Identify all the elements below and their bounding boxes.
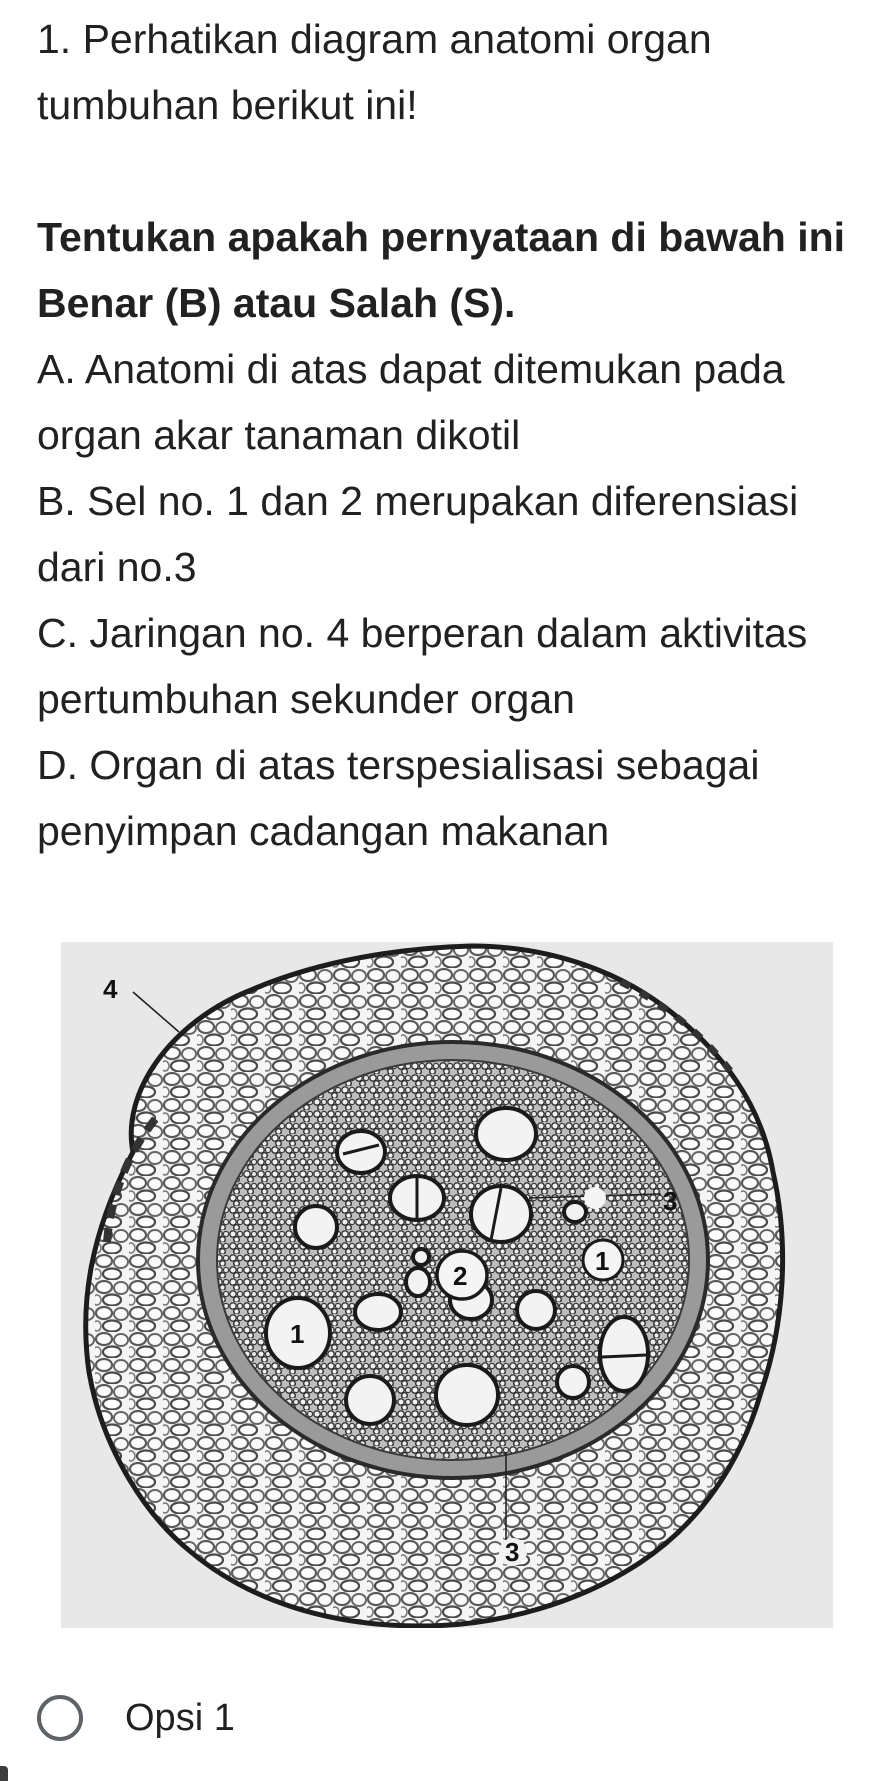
statement-b: B. Sel no. 1 dan 2 merupakan diferensiasi dari no.3 (37, 478, 799, 590)
figure-label-1-left: 1 (290, 1319, 305, 1349)
figure-label-2: 2 (453, 1261, 468, 1291)
figure-label-1-right: 1 (595, 1246, 610, 1276)
figure-label-3-bottom: 3 (505, 1537, 520, 1567)
statement-a: A. Anatomi di atas dapat ditemukan pada organ akar tanaman dikotil (37, 346, 785, 458)
root-cross-section-image (61, 942, 833, 1628)
question-block (37, 6, 867, 864)
statement-c: C. Jaringan no. 4 berperan dalam aktivitas pertumbuhan sekunder organ (37, 610, 808, 722)
option-1[interactable] (37, 1690, 235, 1746)
question-instruction: Tentukan apakah pernyataan di bawah ini Benar (B) atau Salah (S). (37, 214, 846, 326)
question-title: 1. Perhatikan diagram anatomi organ tumbuhan berikut ini! (37, 16, 712, 128)
statement-d: D. Organ di atas terspesialisasi sebagai penyimpan cadangan makanan (37, 742, 760, 854)
radio-button-icon[interactable] (37, 1695, 83, 1741)
statement-list (37, 336, 867, 864)
option-1-label: Opsi 1 (125, 1696, 235, 1739)
figure-label-4: 4 (103, 974, 118, 1004)
scroll-indicator (0, 1766, 8, 1781)
root-cross-section-drawing (61, 942, 833, 1628)
figure-label-3-top: 3 (663, 1186, 678, 1216)
